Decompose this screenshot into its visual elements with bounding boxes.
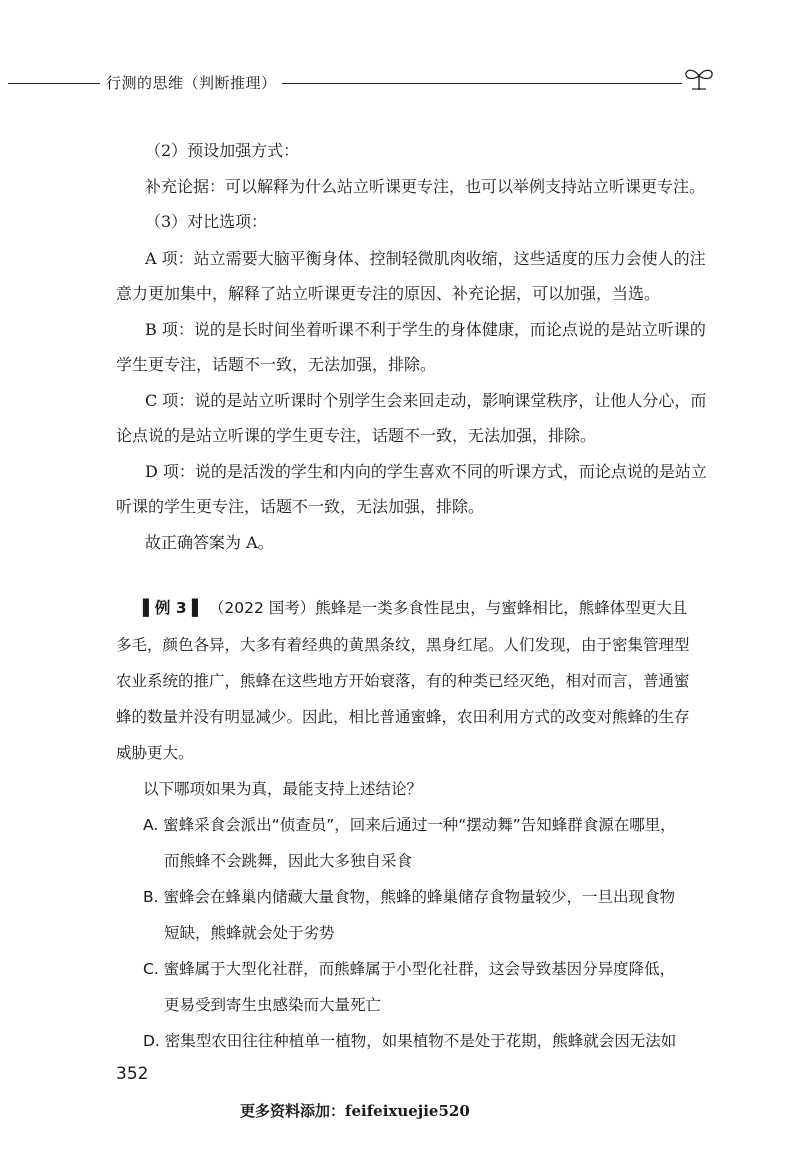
page-number: 352 — [116, 1064, 149, 1084]
explanation-option-a-cont: 意力更加集中，解释了站立听课更专注的原因、补充论据，可以加强，当选。 — [116, 284, 661, 303]
example-option-c-cont: 更易受到寄生虫感染而大量死亡 — [164, 996, 382, 1014]
sprout-icon — [682, 64, 716, 94]
example-stem-first-line — [143, 591, 743, 625]
example-option-d: D. 密集型农田往往种植单一植物，如果植物不是处于花期，熊蜂就会因无法如 — [143, 1032, 677, 1050]
example-stem-text: （2022 国考）熊蜂是一类多食性昆虫，与蜜蜂相比，熊蜂体型更大且 — [208, 599, 688, 617]
explanation-option-d-cont: 听课的学生更专注，话题不一致，无法加强，排除。 — [116, 497, 485, 516]
example-question: 以下哪项如果为真，最能支持上述结论？ — [143, 780, 423, 798]
explanation-option-c-cont: 论点说的是站立听课的学生更专注，话题不一致，无法加强，排除。 — [116, 426, 597, 445]
example-option-c: C. 蜜蜂属于大型化社群，而熊蜂属于小型化社群，这会导致基因分异度降低， — [143, 960, 676, 978]
example-option-b-cont: 短缺，熊蜂就会处于劣势 — [164, 924, 335, 942]
header-rule-left — [8, 83, 100, 84]
explanation-line: （3）对比选项： — [145, 212, 268, 231]
explanation-answer: 故正确答案为 A。 — [145, 533, 274, 552]
page-header — [0, 68, 800, 98]
explanation-option-a: A 项：站立需要大脑平衡身体、控制轻微肌肉收缩，这些适度的压力会使人的注 — [145, 249, 706, 268]
explanation-option-b-cont: 学生更专注，话题不一致，无法加强，排除。 — [116, 355, 437, 374]
explanation-option-d: D 项：说的是活泼的学生和内向的学生喜欢不同的听课方式，而论点说的是站立 — [145, 462, 707, 481]
example-option-a-cont: 而熊蜂不会跳舞，因此大多独自采食 — [164, 852, 413, 870]
example-stem-line: 多毛，颜色各异，大多有着经典的黄黑条纹，黑身红尾。人们发现，由于密集管理型 — [116, 636, 690, 654]
example-stem-line: 威胁更大。 — [116, 744, 194, 762]
example-option-a: A. 蜜蜂采食会派出“侦查员”，回来后通过一种“摆动舞”告知蜂群食源在哪里， — [143, 816, 676, 834]
explanation-line: （2）预设加强方式： — [145, 141, 300, 160]
explanation-option-b: B 项：说的是长时间坐着听课不利于学生的身体健康，而论点说的是站立听课的 — [145, 320, 706, 339]
example-stem-line: 农业系统的推广，熊蜂在这些地方开始衰落，有的种类已经灭绝，相对而言，普通蜜 — [116, 672, 690, 690]
example-badge: ▌例 3 ▌ — [143, 599, 204, 617]
explanation-line: 补充论据：可以解释为什么站立听课更专注，也可以举例支持站立听课更专注。 — [145, 177, 706, 196]
footer-note: 更多资料添加：feifeixuejie520 — [240, 1102, 470, 1120]
explanation-option-c: C 项：说的是站立听课时个别学生会来回走动，影响课堂秩序，让他人分心，而 — [145, 391, 707, 410]
example-stem-line: 蜂的数量并没有明显减少。因此，相比普通蜜蜂，农田利用方式的改变对熊蜂的生存 — [116, 708, 690, 726]
header-rule-right — [282, 83, 682, 84]
header-title: 行测的思维（判断推理） — [106, 74, 277, 92]
example-option-b: B. 蜜蜂会在蜂巢内储藏大量食物，熊蜂的蜂巢储存食物量较少，一旦出现食物 — [143, 888, 675, 906]
